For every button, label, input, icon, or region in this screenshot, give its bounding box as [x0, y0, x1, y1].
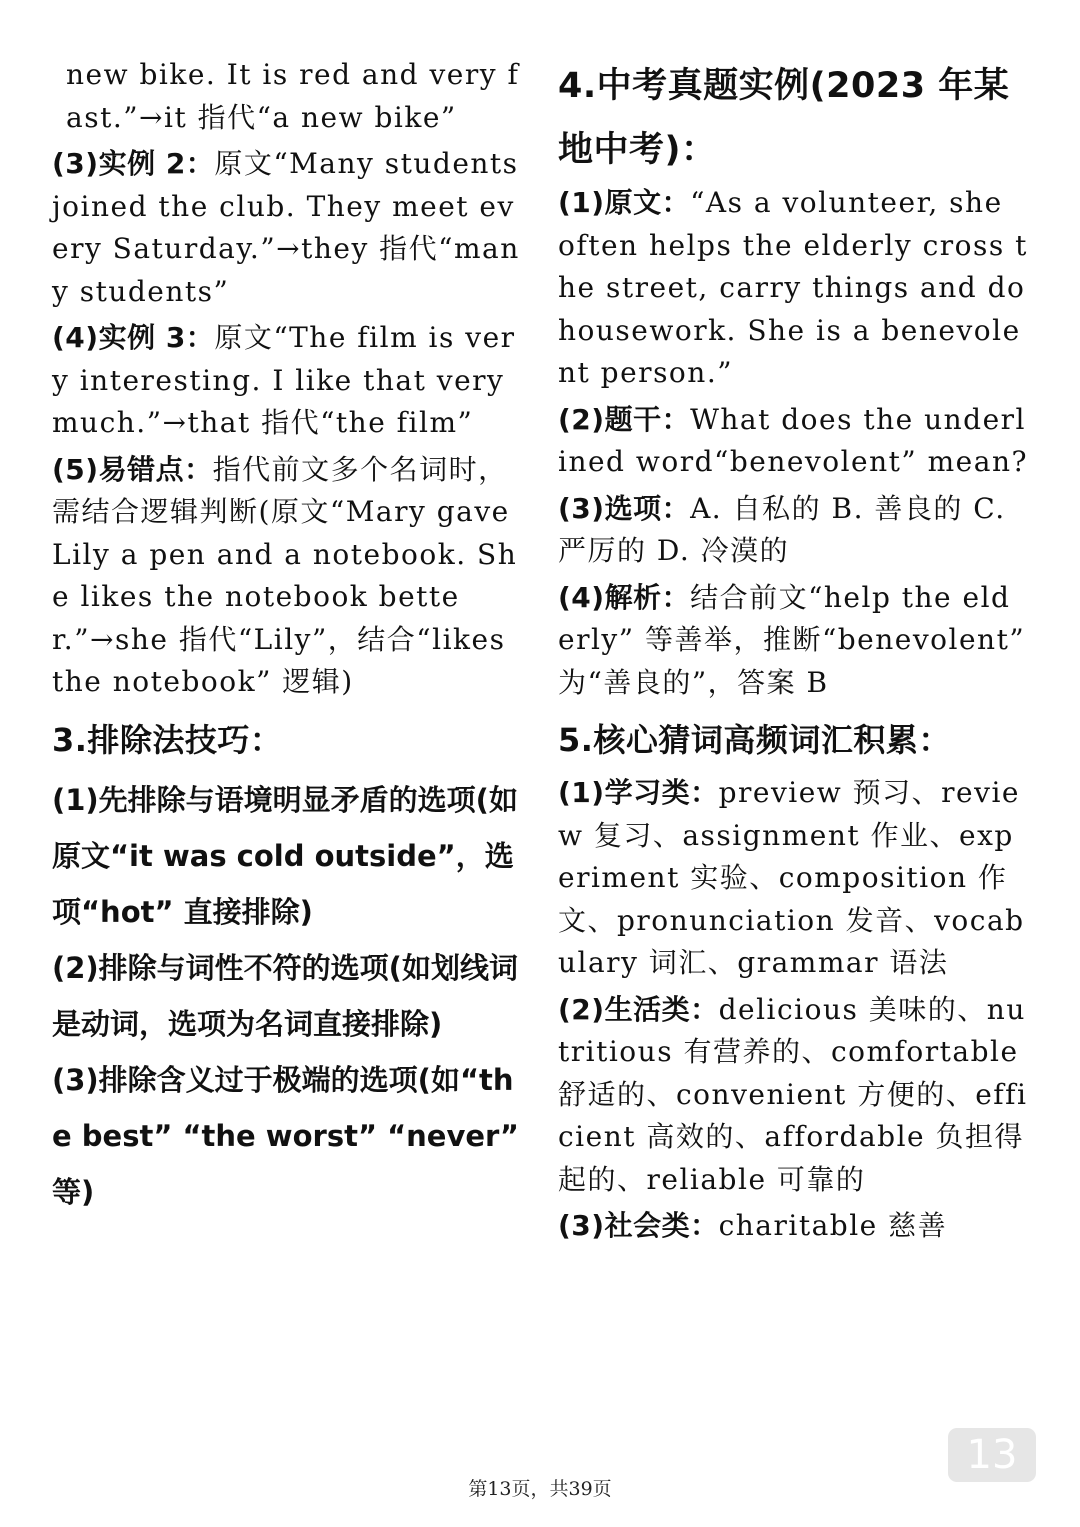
error-prone-point: [52, 449, 522, 704]
left-column: [52, 54, 522, 1220]
elimination-tip-2: (2)排除与词性不符的选项(如划线词是动词，选项为名词直接排除): [52, 950, 518, 1041]
example-2-text: 原文“Many students joined the club. They meet every Saturday.”→they 指代“many students”: [52, 147, 520, 308]
example-3-label: (4)实例 3：: [52, 321, 215, 354]
exam-analysis-body: 结合前文“help the elderly” 等善举，推断“benevolent” 为“善良的”，答案 B: [558, 580, 1026, 699]
elimination-tip-1: (1)先排除与语境明显矛盾的选项(如原文“it was cold outside”，选项“hot” 直接排除): [52, 782, 518, 929]
exam-options-label: (3)选项：: [558, 491, 691, 525]
page-footer: 第13页，共39页: [468, 1478, 612, 1500]
elimination-tip-3: (3)排除含义过于极端的选项(如“the best” “the worst” “never” 等): [52, 1062, 519, 1209]
exam-question-label: (2)题干：: [558, 402, 691, 436]
error-prone-text: 指代前文多个名词时，需结合逻辑判断(原文“Mary gave Lily a pen and a notebook. She likes the notebook better.”→she 指代“Lily”，结合“likes the notebook” 逻辑): [52, 452, 518, 698]
example-3-text: 原文“The film is very interesting. I like that very much.”→that 指代“the film”: [52, 321, 516, 439]
vocab-life: [558, 989, 1028, 1202]
intro-paragraph: new bike. It is red and very fast.”→it 指代“a new bike”: [66, 58, 520, 134]
exam-analysis: [558, 577, 1028, 705]
section-4-title: 4.中考真题实例(2023 年某地中考)：: [558, 66, 1010, 170]
vocab-study-body: preview 预习、review 复习、assignment 作业、experiment 实验、composition 作文、pronunciation 发音、vocabulary 词汇、grammar 语法: [558, 776, 1025, 979]
exam-options-body: A. 自私的 B. 善良的 C. 严厉的 D. 冷漠的: [558, 491, 1006, 567]
vocab-study-label: (1)学习类：: [558, 776, 719, 809]
vocab-life-body: delicious 美味的、nutritious 有营养的、comfortable 舒适的、convenient 方便的、efficient 高效的、affordable 负担得起的、reliable 可靠的: [558, 992, 1028, 1196]
example-2: [52, 143, 522, 313]
page-number-badge: 13: [948, 1428, 1036, 1482]
vocab-society-label: (3)社会类：: [558, 1209, 719, 1242]
vocab-study: [558, 772, 1028, 985]
right-column: [558, 54, 1028, 1248]
exam-options: [558, 488, 1028, 573]
example-2-label: (3)实例 2：: [52, 147, 215, 180]
exam-question: [558, 399, 1028, 484]
vocab-society-body: charitable 慈善: [718, 1209, 948, 1242]
exam-analysis-label: (4)解析：: [558, 580, 691, 614]
exam-original-label: (1)原文：: [558, 186, 691, 219]
exam-question-body: What does the underlined word“benevolent” mean?: [558, 402, 1028, 478]
section-3-title: 3.排除法技巧：: [52, 720, 283, 759]
example-3: [52, 317, 522, 445]
vocab-life-label: (2)生活类：: [558, 992, 719, 1026]
vocab-society: [558, 1205, 1028, 1248]
error-prone-label: (5)易错点：: [52, 452, 213, 486]
section-5-title: 5.核心猜词高频词汇积累：: [558, 721, 951, 759]
exam-original-text: [558, 182, 1028, 395]
exam-original-body: “As a volunteer, she often helps the elderly cross the street, carry things and do housework. She is a benevolent person.”: [558, 186, 1028, 389]
